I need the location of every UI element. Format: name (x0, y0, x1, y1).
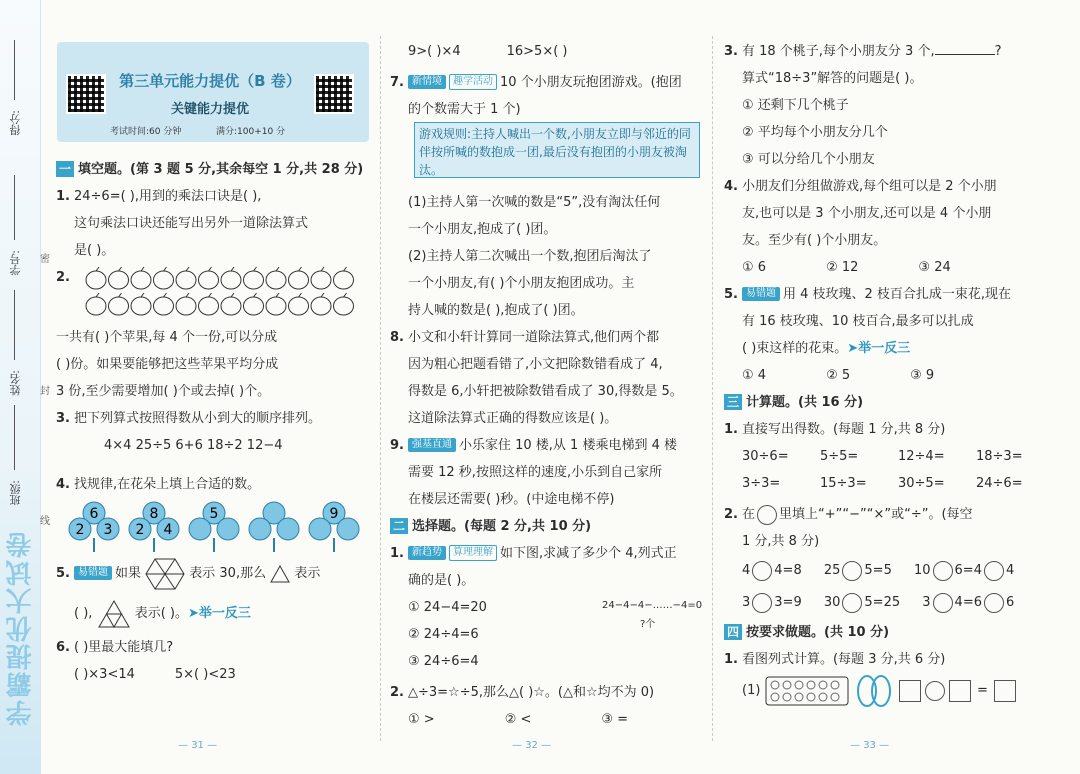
page-title: 第三单元能力提优（B 卷） (119, 72, 301, 90)
page-number-value: 32 (525, 740, 538, 751)
page-number: — 33 — (850, 740, 890, 751)
option[interactable]: ② 平均每个小朋友分几个 (742, 125, 888, 140)
page-number-value: 33 (863, 740, 876, 751)
inequality: 5×( )<23 (174, 667, 236, 682)
activity-tag: 趣学活动 (449, 74, 497, 90)
option[interactable]: ① > (408, 712, 435, 727)
calc-row (724, 470, 1040, 497)
question-text: (2)主持人第二次喊出一个数,抱团后淘汰了 (408, 249, 652, 264)
page-number-value: 31 (191, 740, 204, 751)
calc-item: 5÷5= (820, 449, 859, 464)
flower-icon (129, 502, 179, 552)
operand: 6=4 (954, 563, 982, 578)
question-text: 算式“18÷3”解答的问题是( )。 (742, 71, 923, 86)
flower-icon (69, 502, 119, 552)
section-number: 四 (724, 624, 742, 640)
operand: 3=9 (774, 595, 802, 610)
section-requirements (724, 619, 1040, 646)
apple-icon (176, 267, 196, 289)
apple-icon (266, 293, 286, 315)
question-text-part: ( )束这样的花束。 (742, 341, 848, 356)
section-choice (390, 513, 706, 540)
full-score: 满分:100+10 分 (216, 127, 286, 137)
operand: 6 (1005, 595, 1015, 610)
question-text: 表示( )。 (134, 606, 188, 621)
score-field-line (14, 40, 15, 100)
operator-blank[interactable] (842, 561, 862, 581)
section-title: 填空题。(第 3 题 5 分,其余每空 1 分,共 28 分) (78, 162, 364, 177)
question-text: 一个小朋友,有( )个小朋友抱团成功。主 (408, 276, 635, 291)
page-number: — 31 — (178, 740, 218, 751)
question-6-cont (390, 38, 706, 65)
option[interactable] (390, 621, 706, 648)
game-rules-box: 游戏规则:主持人喊出一个数,小朋友立即与邻近的同伴按所喊的数抱成一团,最后没有抱团的小朋友被淘汰。 (414, 122, 700, 178)
apple-icon (244, 267, 264, 289)
question-text: ( )束这样的花束。➤举一反三 (742, 341, 911, 356)
operator-blank[interactable] (842, 593, 862, 613)
figure-label: ?个 (640, 619, 656, 630)
choice-2: 2. △÷3=☆÷5,那么△( )☆。(△和☆均不为 0) (390, 685, 655, 700)
apple-icon (86, 267, 106, 289)
question-text: 表示 30,那么 (189, 566, 267, 581)
column-page-31 (56, 156, 372, 688)
operator-blank[interactable] (984, 593, 1004, 613)
question-text: 小乐家住 10 楼,从 1 楼乘电梯到 4 楼 (458, 438, 677, 453)
question-text: 24÷6=( ),用到的乘法口诀是( ), (73, 189, 262, 204)
calc-item: 18÷3= (976, 449, 1023, 464)
question-text: 的个数需大于 1 个) (408, 102, 521, 117)
section-number: 一 (56, 161, 74, 177)
brand-logo: 学霸提优大试卷 (6, 530, 36, 726)
option[interactable]: ① 6 (742, 260, 767, 275)
flower-number: 6 (89, 506, 99, 522)
class-field-label: 班级: (9, 480, 22, 506)
operand: 3 (922, 595, 931, 610)
operator-row (724, 555, 1040, 587)
question-text: ? (994, 44, 1002, 59)
answer-box[interactable] (949, 680, 971, 702)
apple-icon (154, 267, 174, 289)
question-6: 6. ( )里最大能填几? (56, 640, 174, 655)
expression-list: 4×4 25÷5 6+6 18÷2 12−4 (104, 438, 283, 453)
triangle-icon (270, 565, 290, 583)
question-2: 2. (56, 264, 372, 324)
question-text: 表示 (294, 566, 321, 581)
flower-number: 4 (163, 522, 173, 538)
flower-number: 3 (103, 522, 113, 538)
operand: 3 (742, 595, 751, 610)
apple-icon (311, 267, 331, 289)
question-text: 里填上“+”“−”“×”或“÷”。(每空 (779, 507, 973, 522)
apple-icon (334, 293, 354, 315)
extend-tag: 举一反三 (198, 606, 251, 621)
operand: 4=8 (774, 563, 802, 578)
apple-icon (244, 293, 264, 315)
question-text: 用 4 枝玫瑰、2 枝百合扎成一束花,现在 (782, 287, 1012, 302)
class-field-line (14, 405, 15, 470)
option[interactable]: ① 还剩下几个桃子 (742, 98, 849, 113)
column-divider (380, 36, 381, 741)
column-page-33 (724, 38, 1040, 709)
section-title: 按要求做题。(共 10 分) (746, 625, 890, 640)
flower-number: 2 (75, 522, 85, 538)
seal-mark: 线 (40, 516, 50, 527)
apple-icon (289, 267, 309, 289)
apple-icon (86, 293, 106, 315)
page-number: — 32 — (512, 740, 552, 751)
calc-item: 24÷6= (976, 476, 1023, 491)
question-text: 因为粗心把题看错了,小文把除数错看成了 4, (408, 357, 663, 372)
flower-number: 2 (135, 522, 145, 538)
section-number: 二 (390, 518, 408, 534)
hexagon-icon (145, 557, 185, 591)
apple-icon (199, 293, 219, 315)
binding-sidebar (0, 0, 41, 774)
calc-row (724, 443, 1040, 470)
qr-code-icon (66, 74, 106, 114)
new-trend-tag: 新趋势 (408, 546, 446, 560)
question-text: 3 份,至少需要增加( )个或去掉( )个。 (56, 384, 271, 399)
question-text: 直接写出得数。(每题 1 分,共 8 分) (741, 422, 946, 437)
option[interactable]: ③ = (601, 712, 629, 727)
column-divider (712, 36, 713, 741)
question-text: 有 16 枝玫瑰、10 枝百合,最多可以扎成 (742, 314, 974, 329)
question-4: 4. 找规律,在花朵上填上合适的数。 (56, 477, 261, 492)
option[interactable]: ② 12 (826, 260, 859, 275)
flower-icon (189, 502, 239, 552)
answer-box[interactable] (994, 680, 1016, 702)
question-6-items (56, 661, 372, 688)
flower-number: 5 (209, 506, 219, 522)
operand: 5=5 (864, 563, 892, 578)
sub-question-label: (1) (742, 683, 761, 698)
question-text: 10 个小朋友玩抱团游戏。(抱团 (499, 75, 682, 90)
grouping-ovals-icon (853, 674, 893, 708)
choice-4: 4. 小朋友们分组做游戏,每个组可以是 2 个小朋 (724, 179, 997, 194)
question-text: 友,也可以是 3 个小朋友,还可以是 4 个小朋 (742, 206, 992, 221)
option[interactable]: ③ 24 (918, 260, 951, 275)
question-text: ( )份。如果要能够把这些苹果平均分成 (56, 357, 279, 372)
calc-1: 1. 直接写出得数。(每题 1 分,共 8 分) (724, 422, 946, 437)
flower-figure (56, 498, 372, 554)
operand: 4 (1005, 563, 1015, 578)
apple-icon (289, 293, 309, 315)
picture-equation (724, 673, 1040, 709)
flower-icon (249, 502, 299, 552)
operator-blank[interactable] (752, 593, 772, 613)
error-prone-tag: 易错题 (74, 566, 112, 580)
apple-icon (131, 267, 151, 289)
apple-icon (131, 293, 151, 315)
options-row (724, 254, 1040, 281)
apple-icon (154, 293, 174, 315)
question-text: 小文和小轩计算同一道除法算式,他们两个都 (407, 330, 660, 345)
option[interactable]: ② 5 (826, 368, 851, 383)
flower-icon (309, 502, 359, 552)
operand: 4=6 (954, 595, 982, 610)
extend-tag: 举一反三 (858, 341, 911, 356)
calc-2: 2. 在 里填上“+”“−”“×”或“÷”。(每空 (724, 501, 1040, 528)
operator-blank[interactable] (933, 561, 953, 581)
score-field-label: 得分: (9, 110, 22, 136)
question-9: 9. 强基直通 小乐家住 10 楼,从 1 楼乘电梯到 4 楼 (390, 438, 677, 453)
exam-time: 考试时间:60 分钟 (110, 127, 182, 137)
question-5: 5. 易错题 如果 表示 30,那么 表示 (56, 554, 372, 594)
apple-figure (84, 266, 364, 332)
option[interactable]: ① 4 (742, 368, 767, 383)
question-text: 需要 12 秒,按照这样的速度,小乐到自己家所 (408, 465, 663, 480)
inequality: 16>5×( ) (506, 44, 568, 59)
question-text: 确的是( )。 (408, 573, 475, 588)
option[interactable]: ③ 9 (910, 368, 935, 383)
section-number: 三 (724, 394, 742, 410)
question-text: 把下列算式按照得数从小到大的顺序排列。 (73, 411, 321, 426)
name-field-line (14, 290, 15, 360)
flower-number: 8 (149, 506, 159, 522)
requirement-1: 1. 看图列式计算。(每题 3 分,共 6 分) (724, 652, 946, 667)
apple-icon (109, 267, 129, 289)
operand: 4 (742, 563, 751, 578)
question-text: 在楼层还需要( )秒。(中途电梯不停) (408, 492, 615, 507)
page-subtitle: 关键能力提优 (170, 102, 249, 117)
question-1: 1. 24÷6=( ),用到的乘法口诀是( ), (56, 189, 262, 204)
operand: 30 (823, 595, 841, 610)
apple-icon (311, 293, 331, 315)
question-text: 小朋友们分组做游戏,每个组可以是 2 个小朋 (741, 179, 997, 194)
student-id-field-label: 学号: (9, 250, 22, 276)
inequality: ( )×3<14 (74, 667, 135, 682)
apple-icon (266, 267, 286, 289)
options-row (390, 706, 706, 733)
question-text: 一个小朋友,抱成了( )团。 (408, 222, 557, 237)
option-text: ③ 24÷6=4 (408, 654, 479, 669)
seal-mark: 封 (40, 386, 50, 397)
question-text: 1 分,共 8 分) (742, 534, 820, 549)
apple-icon (221, 267, 241, 289)
apple-icon (176, 293, 196, 315)
question-text: 看图列式计算。(每题 3 分,共 6 分) (741, 652, 946, 667)
calc-item: 15÷3= (820, 476, 867, 491)
calc-item: 3÷3= (742, 476, 781, 491)
error-prone-tag: 易错题 (742, 287, 780, 301)
operand: 5=25 (864, 595, 901, 610)
equals-sign: = (976, 683, 988, 698)
question-text: 如下图,求减了多少个 4,列式正 (499, 546, 677, 561)
option[interactable] (390, 648, 706, 675)
operand: 25 (823, 563, 841, 578)
calc-item: 30÷5= (898, 476, 945, 491)
section-calc (724, 389, 1040, 416)
calc-item: 12÷4= (898, 449, 945, 464)
option[interactable] (390, 594, 706, 621)
operator-blank[interactable] (984, 561, 1004, 581)
subtraction-figure: 24−4−4−……−4=0 (602, 600, 703, 611)
question-text: 如果 (114, 566, 141, 581)
question-text: 在 (741, 507, 755, 522)
question-7: 7. 新情境 趣学活动 10 个小朋友玩抱团游戏。(抱团 (390, 75, 682, 90)
option[interactable]: ③ 可以分给几个小朋友 (742, 152, 875, 167)
question-text: (1)主持人第一次喊的数是“5”,没有淘汰任何 (408, 195, 661, 210)
answer-box[interactable] (899, 680, 921, 702)
calc-item: 30÷6= (742, 449, 789, 464)
apple-icon (334, 267, 354, 289)
circle-icon (757, 505, 777, 525)
triangle-group-icon (97, 599, 131, 629)
apple-icon (109, 293, 129, 315)
question-text: 得数是 6,小轩把被除数错看成了 30,得数是 5。 (408, 384, 683, 399)
question-3: 3. 把下列算式按照得数从小到大的顺序排列。 (56, 411, 321, 426)
question-text: △÷3=☆÷5,那么△( )☆。(△和☆均不为 0) (407, 685, 655, 700)
choice-3: 3. 有 18 个桃子,每个小朋友分 3 个, ? (724, 44, 1002, 59)
choice-1: 1. 新趋势 算理理解 如下图,求减了多少个 4,列式正 (390, 546, 677, 561)
inequality: 9>( )×4 (408, 44, 461, 59)
question-text: ( )里最大能填几? (73, 640, 174, 655)
question-5-cont: ( ), 表示( )。➤举一反三 (56, 594, 372, 634)
new-context-tag: 新情境 (408, 75, 446, 89)
operand: 10 (913, 563, 931, 578)
fruit-grid-icon (765, 676, 849, 706)
qr-code-icon (314, 74, 354, 114)
flower-number: 9 (329, 506, 339, 522)
option-text: ① 24−4=20 (408, 600, 487, 615)
question-text: 是( )。 (74, 243, 115, 258)
apple-icon (199, 267, 219, 289)
question-text: 一共有( )个苹果,每 4 个一份,可以分成 (56, 330, 278, 345)
apple-icon (221, 293, 241, 315)
section-title: 选择题。(每题 2 分,共 10 分) (412, 519, 592, 534)
operator-blank[interactable] (752, 561, 772, 581)
section-fill-blank (56, 156, 372, 183)
question-text: 持人喊的数是( ),抱成了( )团。 (408, 303, 584, 318)
answer-blank: ( ), (74, 606, 93, 621)
question-text: 这句乘法口诀还能写出另外一道除法算式 (74, 216, 309, 231)
foundation-tag: 强基直通 (408, 438, 456, 452)
option-text: ② 24÷4=6 (408, 627, 479, 642)
question-text: 这道除法算式正确的得数应该是( )。 (408, 411, 618, 426)
options-row (724, 362, 1040, 389)
question-8: 8. 小文和小轩计算同一道除法算式,他们两个都 (390, 330, 660, 345)
section-title: 计算题。(共 16 分) (746, 395, 864, 410)
question-text: 找规律,在花朵上填上合适的数。 (73, 477, 261, 492)
question-text: 有 18 个桃子,每个小朋友分 3 个, (741, 44, 935, 59)
student-id-field-line (14, 175, 15, 240)
choice-5: 5. 易错题 用 4 枝玫瑰、2 枝百合扎成一束花,现在 (724, 287, 1012, 302)
operator-blank[interactable] (925, 681, 945, 701)
operator-blank[interactable] (933, 593, 953, 613)
name-field-label: 姓名: (9, 370, 22, 396)
question-text: 友。至少有( )个小朋友。 (742, 233, 887, 248)
seal-mark: 密 (40, 254, 50, 265)
reasoning-tag: 算理理解 (449, 545, 497, 561)
option[interactable]: ② < (504, 712, 532, 727)
operator-row (724, 587, 1040, 619)
